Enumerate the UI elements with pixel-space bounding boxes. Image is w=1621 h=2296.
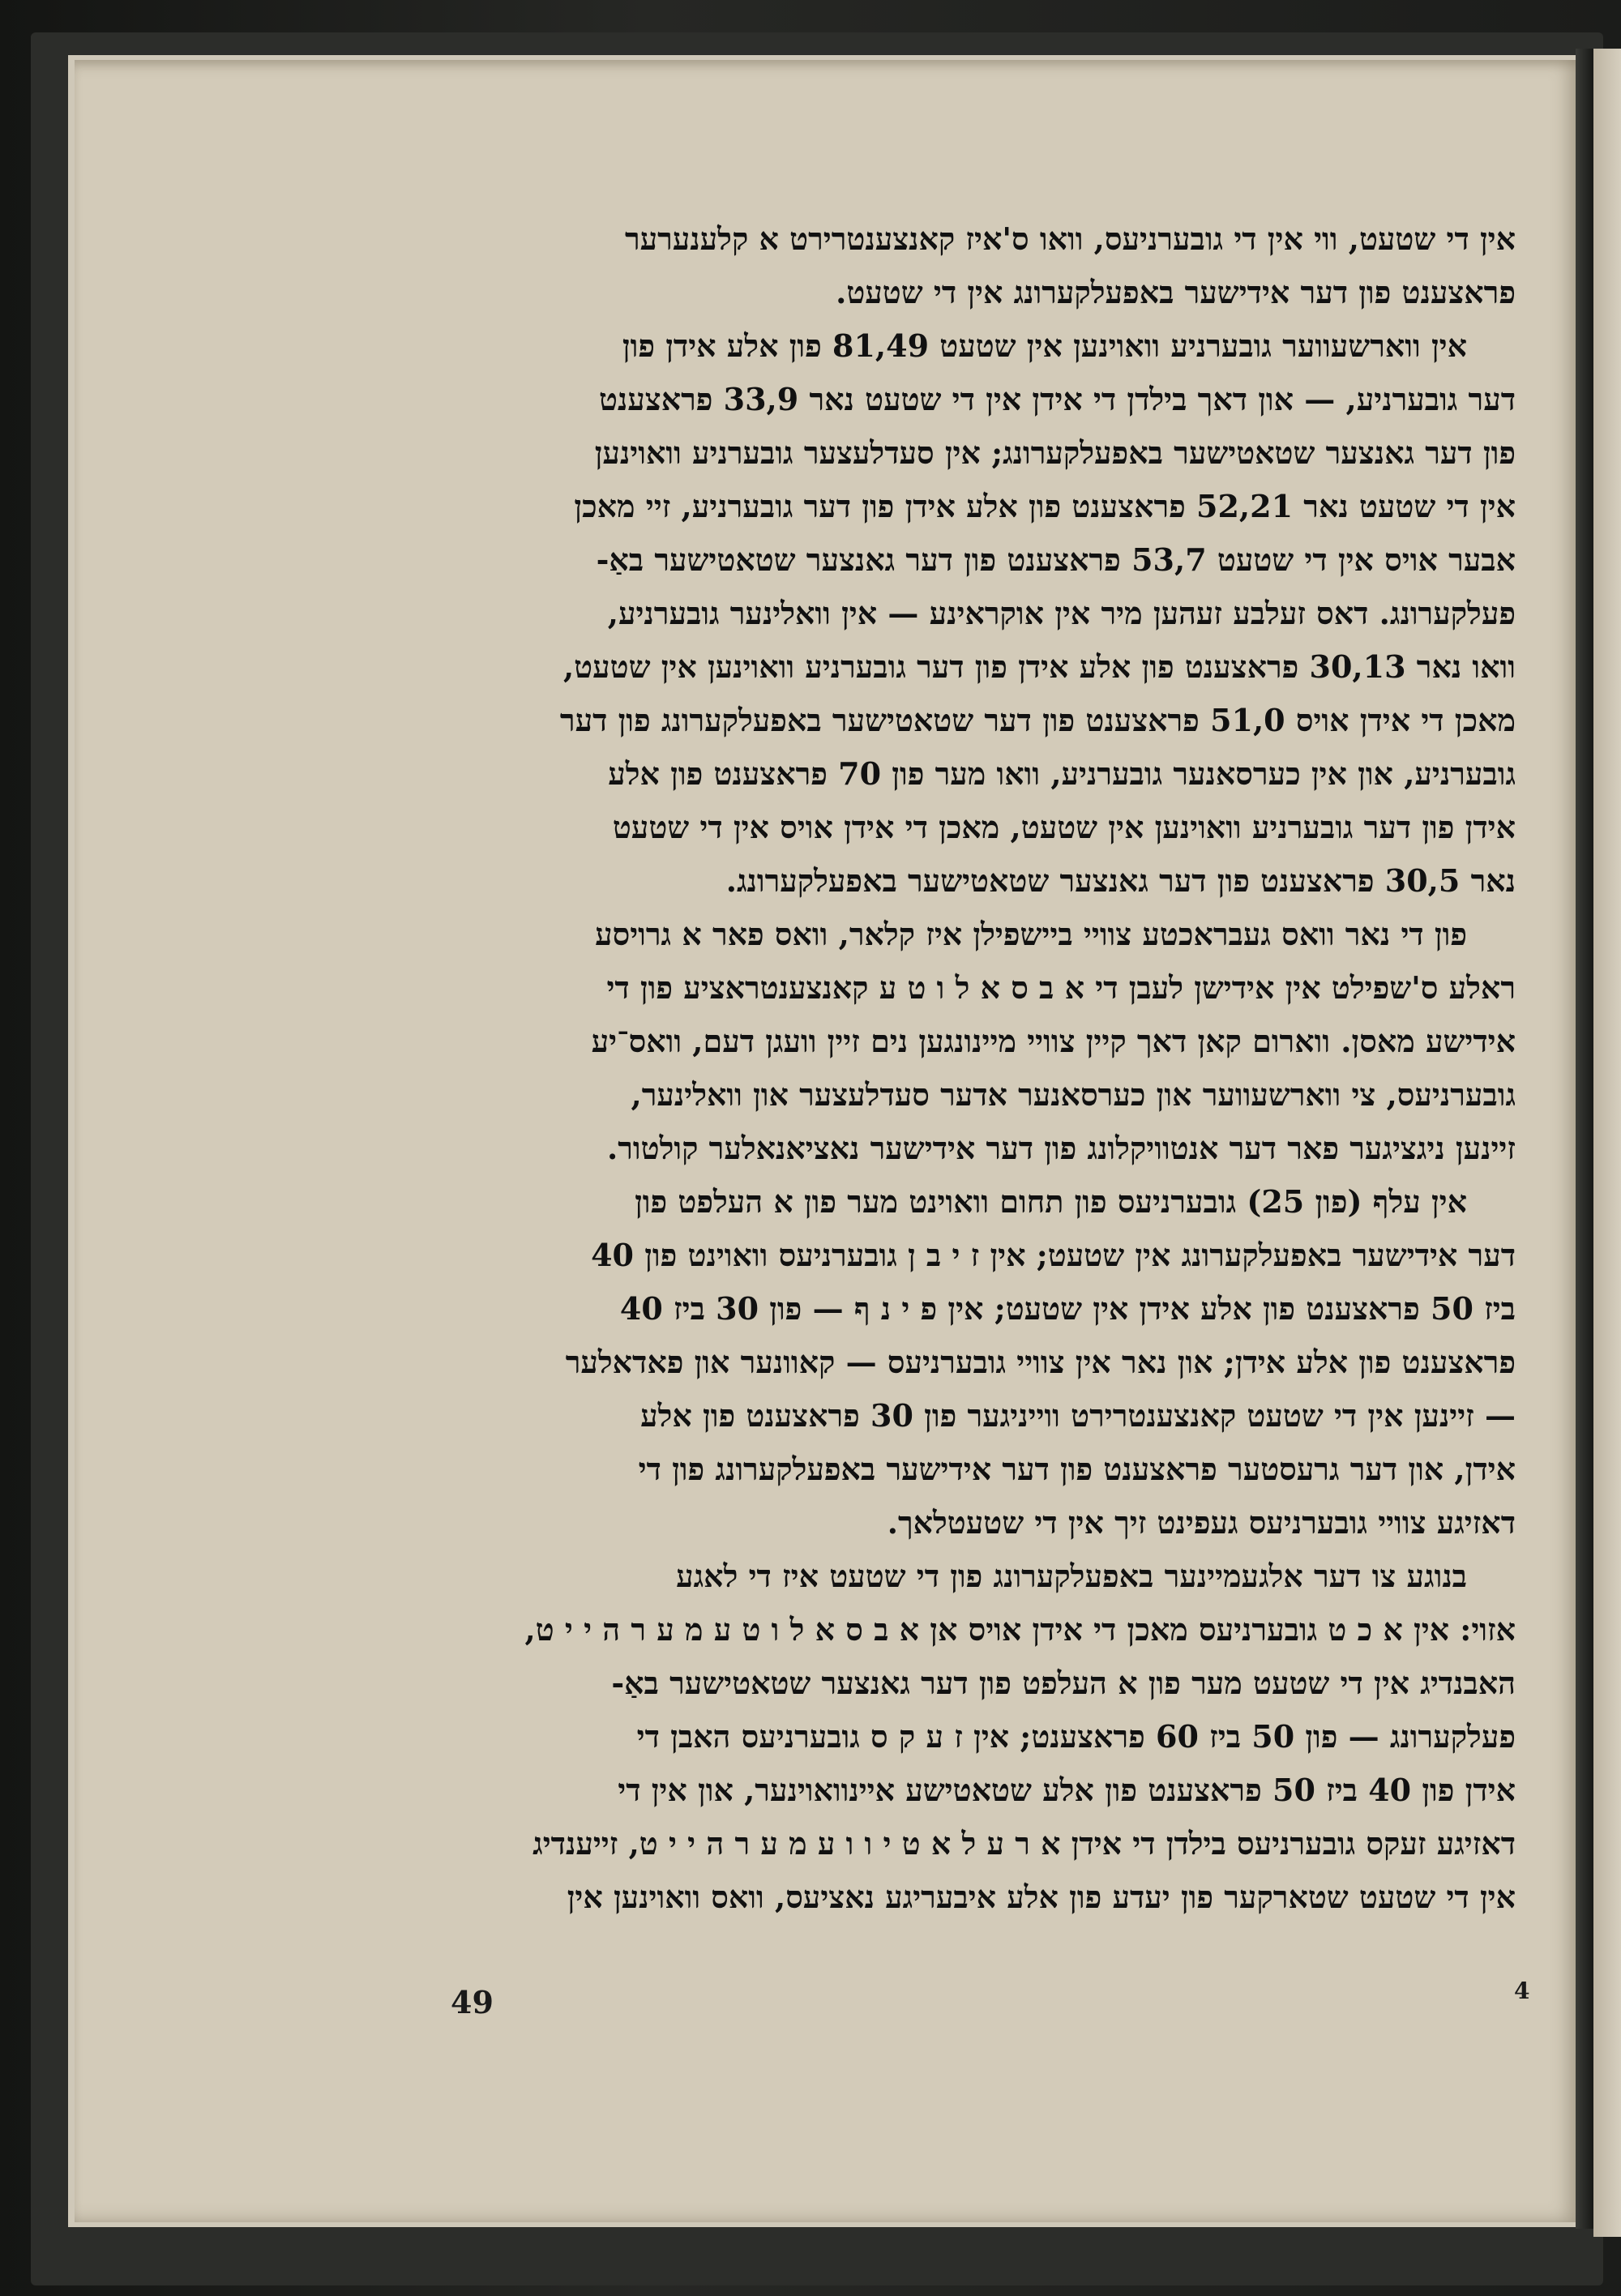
page-number: 49 — [451, 1984, 494, 2020]
text-line: דער אידישער באפעלקערונג אין שטעט; אין ז י ב ן גובערניעס וואוינט פון 40 — [591, 1237, 1516, 1273]
text-line: אידן פון 40 ביז 50 פראצענט פון אלע שטאטישע איינוואוינער, און אין די — [618, 1772, 1516, 1808]
text-line: בנוגע צו דער אלגעמיינער באפעלקערונג פון די שטעט איז די לאגע — [676, 1558, 1467, 1594]
text-line: פון די נאר וואס געבראכטע צוויי ביישפילן איז קלאר, וואס פאר א גרויסע — [595, 916, 1467, 952]
text-line: אידן, און דער גרעסטער פראצענט פון דער אידישער באפעלקערונג פון די — [638, 1451, 1516, 1487]
text-line: — זיינען אין די שטעט קאנצענטרירט ווייניגער פון 30 פראצענט פון אלע — [640, 1397, 1516, 1434]
text-line: אידישע מאסן. ווארום קאן דאך קיין צוויי מיינונגען נים זיין וועגן דעם, וואס־יע — [591, 1023, 1516, 1059]
text-line: אזוי: אין א כ ט גובערניעס מאכן די אידן אויס אן א ב ס א ל ו ט ע מ ע ר ה י י ט, — [524, 1611, 1516, 1648]
text-line: האבנדיג אין די שטעט מער פון א העלפט פון דער גאנצער שטאטישער באַ- — [611, 1665, 1516, 1701]
text-line: אין די שטעט נאר 52,21 פראצענט פון אלע אידן פון דער גובערניע, זיי מאכן — [574, 488, 1516, 524]
next-page-edge — [1593, 49, 1621, 2237]
text-line: פראצענט פון דער אידישער באפעלקערונג אין די שטעט. — [836, 274, 1516, 310]
text-line: דער גובערניע, — און דאך בילדן די אידן אין די שטעט נאר 33,9 פראצענט — [598, 381, 1516, 417]
text-line: גובערניע, און אין כערסאנער גובערניע, וואו מער פון 70 פראצענט פון אלע — [608, 755, 1516, 792]
text-line: אין די שטעט שטארקער פון יעדע פון אלע איבעריגע נאציעס, וואס וואוינען אין — [567, 1879, 1516, 1915]
text-line: אין עלף (פון 25) גובערניעס פון תחום וואוינט מער פון א העלפט פון — [635, 1183, 1467, 1220]
text-line: זיינען ניגציגער פאר דער אנטוויקלונג פון דער אידישער נאציאנאלער קולטור. — [607, 1130, 1516, 1166]
text-line: אידן פון דער גובערניע וואוינען אין שטעט, מאכן די אידן אויס אין די שטעט — [612, 809, 1516, 845]
text-line: נאר 30,5 פראצענט פון דער גאנצער שטאטישער באפעלקערונג. — [725, 862, 1516, 899]
book-gutter — [1576, 49, 1595, 2229]
text-line: פראצענט פון אלע אידן; און נאר אין צוויי גובערניעס — קאוונער און פאדאלער — [565, 1344, 1516, 1380]
text-line: אין ווארשעווער גובערניע וואוינען אין שטעט 81,49 פון אלע אידן פון — [622, 327, 1467, 364]
text-line: דאזיגע צוויי גובערניעס געפינט זיך אין די שטעטלאך. — [887, 1504, 1516, 1541]
text-line: פעלקערונג. דאס זעלבע זעהען מיר אין אוקראינע — אין וואלינער גובערניע, — [607, 595, 1516, 631]
text-line: דאזיגע זעקס גובערניעס בילדן די אידן א ר ע ל א ט י ו ו ע מ ע ר ה י י ט, זייענדיג — [532, 1825, 1516, 1862]
text-line: ראלע ס'שפילט אין אידישן לעבן די א ב ס א ל ו ט ע קאנצענטראציע פון די — [606, 969, 1516, 1006]
signature-mark: 4 — [1514, 1977, 1530, 2004]
body-text — [438, 212, 1516, 1924]
text-line: מאכן די אידן אויס 51,0 פראצענט פון דער שטאטישער באפעלקערונג פון דער — [559, 702, 1516, 738]
text-line: פון דער גאנצער שטאטישער באפעלקערונג; אין סעדלעצער גובערניע וואוינען — [594, 434, 1516, 471]
text-line: אין די שטעט, ווי אין די גובערניעס, וואו ס'איז קאנצענטרירט א קלענערער — [624, 220, 1516, 257]
text-line: גובערניעס, צי ווארשעווער און כערסאנער אדער סעדלעצער און וואלינער, — [631, 1076, 1516, 1113]
text-line: וואו נאר 30,13 פראצענט פון אלע אידן פון דער גובערניע וואוינען אין שטעט, — [562, 648, 1516, 685]
text-line: ביז 50 פראצענט פון אלע אידן אין שטעט; אין פ י נ ף — פון 30 ביז 40 — [619, 1290, 1516, 1327]
text-line: פעלקערונג — פון 50 ביז 60 פראצענט; אין ז ע ק ס גובערניעס האבן די — [636, 1718, 1516, 1755]
text-line: אבער אויס אין די שטעט 53,7 פראצענט פון דער גאנצער שטאטישער באַ- — [596, 541, 1516, 578]
